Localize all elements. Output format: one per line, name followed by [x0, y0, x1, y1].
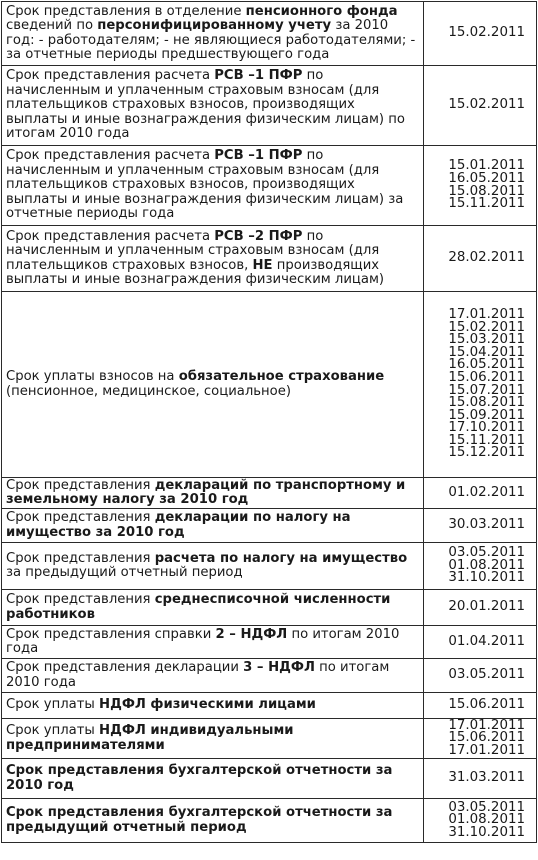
- deadline-dates: [424, 799, 537, 843]
- deadline-date: 03.05.2011: [448, 667, 525, 683]
- deadline-date: 15.04.2011: [448, 344, 525, 360]
- deadline-dates: [424, 509, 537, 543]
- deadline-dates: [424, 66, 537, 146]
- deadline-dates: [424, 590, 537, 626]
- table-row: [2, 146, 537, 226]
- text: Срок уплаты: [6, 723, 100, 738]
- table-row: [2, 66, 537, 146]
- deadline-description: [2, 2, 424, 66]
- table-row: [2, 509, 537, 543]
- bold-text: расчета по налогу на имущество: [154, 550, 408, 566]
- deadline-date: 31.10.2011: [448, 570, 525, 586]
- table-row: [2, 478, 537, 509]
- deadline-date: 15.02.2011: [448, 25, 525, 41]
- table-row: [2, 659, 537, 693]
- bold-text: обязательное страхование: [178, 369, 385, 384]
- deadline-dates: [424, 2, 537, 66]
- bold-text: 3 – НДФЛ: [243, 660, 315, 675]
- bold-text: персонифицированному учету: [97, 18, 332, 33]
- table-row: [2, 759, 537, 799]
- deadline-dates: [424, 626, 537, 659]
- text: по начисленным и уплаченным страховым взносам (для плательщиков страховых взносов, производящих выплаты и иные вознаграждения физическим лицам) за отчетные периоды года: [6, 148, 404, 222]
- deadline-dates: [424, 146, 537, 226]
- deadline-date: 01.04.2011: [448, 633, 525, 649]
- deadline-date: 17.01.2011: [448, 742, 525, 758]
- bold-text: РСВ –1 ПФР: [214, 148, 303, 164]
- deadlines-table-body: [2, 2, 537, 843]
- deadline-date: 17.10.2011: [448, 420, 525, 436]
- deadline-dates: [424, 759, 537, 799]
- table-row: [2, 543, 537, 590]
- deadline-date: 15.06.2011: [448, 369, 525, 385]
- bold-text: НДФЛ физическими лицами: [99, 697, 316, 713]
- deadline-dates: [424, 693, 537, 719]
- deadline-description: [2, 146, 424, 226]
- deadline-date: 15.07.2011: [448, 382, 525, 398]
- text: Срок представления справки: [6, 626, 216, 642]
- deadline-description: [2, 799, 424, 843]
- bold-text: декларации по налогу на имущество за 2010 год: [6, 510, 351, 540]
- bold-text: РСВ –1 ПФР: [214, 68, 303, 84]
- deadline-date: 15.02.2011: [448, 97, 525, 113]
- deadline-description: [2, 659, 424, 693]
- text: (пенсионное, медицинское, социальное): [6, 383, 291, 399]
- bold-text: РСВ –2 ПФР: [214, 228, 303, 244]
- deadline-date: 01.02.2011: [448, 484, 525, 500]
- deadline-description: [2, 66, 424, 146]
- deadline-date: 15.11.2011: [448, 432, 525, 448]
- deadline-description: [2, 478, 424, 509]
- deadline-date: 28.02.2011: [448, 250, 525, 266]
- deadline-date: 15.12.2011: [448, 445, 525, 461]
- deadline-dates: [424, 719, 537, 759]
- deadline-description: [2, 693, 424, 719]
- deadline-date: 03.05.2011: [448, 799, 525, 815]
- bold-text: НЕ: [252, 257, 273, 273]
- text: по итогам 2010 года: [6, 626, 400, 656]
- deadline-date: 17.01.2011: [448, 306, 525, 322]
- text: Срок представления в отделение: [6, 3, 246, 19]
- deadlines-table: [1, 1, 537, 843]
- deadline-date: 15.02.2011: [448, 319, 525, 335]
- deadline-description: [2, 226, 424, 292]
- deadline-date: 20.01.2011: [448, 599, 525, 615]
- deadline-description: [2, 292, 424, 478]
- text: за предыдущий отчетный период: [6, 565, 243, 580]
- text: Срок представления: [6, 592, 155, 607]
- bold-text: пенсионного фонда: [245, 3, 398, 19]
- text: Срок представления: [6, 477, 155, 493]
- deadline-date: 31.03.2011: [448, 770, 525, 786]
- deadline-date: 31.10.2011: [448, 824, 525, 840]
- deadline-date: 01.08.2011: [448, 557, 525, 573]
- text: Срок уплаты взносов на: [6, 369, 179, 384]
- deadline-dates: [424, 478, 537, 509]
- text: за 2010 год: - работодателям; - не являющиеся работодателями; - за отчетные периоды предшествующего года: [6, 18, 416, 62]
- deadline-date: 15.11.2011: [448, 196, 525, 212]
- deadline-date: 16.05.2011: [448, 357, 525, 373]
- table-row: [2, 590, 537, 626]
- text: Срок представления декларации: [6, 660, 244, 675]
- deadline-date: 17.01.2011: [448, 718, 525, 733]
- deadline-date: 15.09.2011: [448, 407, 525, 423]
- deadline-description: [2, 719, 424, 759]
- text: Срок представления: [6, 510, 155, 525]
- deadline-date: 03.05.2011: [448, 545, 525, 561]
- bold-text: среднесписочной численности работников: [6, 592, 391, 622]
- deadline-date: 15.06.2011: [448, 730, 525, 746]
- table-row: [2, 693, 537, 719]
- deadline-date: 15.01.2011: [448, 158, 525, 174]
- text: по начисленным и уплаченным страховым взносам (для плательщиков страховых взносов,: [6, 228, 380, 273]
- deadline-description: [2, 543, 424, 590]
- text: по начисленным и уплаченным страховым взносам (для плательщиков страховых взносов, производящих выплаты и иные вознаграждения физическим лицам) по итогам 2010 года: [6, 68, 405, 142]
- text: Срок представления: [6, 550, 155, 566]
- deadline-date: 01.08.2011: [448, 812, 525, 828]
- deadline-date: 15.08.2011: [448, 183, 525, 199]
- text: сведений по: [6, 18, 98, 33]
- deadline-date: 16.05.2011: [448, 170, 525, 186]
- deadline-dates: [424, 226, 537, 292]
- deadline-description: [2, 626, 424, 659]
- text: Срок представления расчета: [6, 148, 215, 164]
- bold-text: Срок представления бухгалтерской отчетности за предыдущий отчетный период: [6, 805, 393, 835]
- text: Срок уплаты: [6, 697, 100, 713]
- bold-text: НДФЛ индивидуальными предпринимателями: [6, 723, 294, 753]
- deadline-dates: [424, 659, 537, 693]
- bold-text: Срок представления бухгалтерской отчетности за 2010 год: [6, 763, 393, 793]
- table-row: [2, 292, 537, 478]
- bold-text: 2 – НДФЛ: [215, 626, 288, 642]
- deadline-dates: [424, 543, 537, 590]
- text: по итогам 2010 года: [6, 660, 390, 690]
- table-row: [2, 626, 537, 659]
- deadline-date: 15.06.2011: [448, 697, 525, 713]
- table-row: [2, 226, 537, 292]
- table-row: [2, 719, 537, 759]
- deadline-description: [2, 759, 424, 799]
- deadline-date: 30.03.2011: [448, 517, 525, 533]
- text: Срок представления расчета: [6, 68, 215, 84]
- deadline-description: [2, 590, 424, 626]
- deadline-dates: [424, 292, 537, 478]
- bold-text: деклараций по транспортному и земельному налогу за 2010 год: [6, 477, 406, 507]
- deadline-date: 15.03.2011: [448, 332, 525, 348]
- text: производящих выплаты и иные вознаграждения физическим лицам): [6, 257, 385, 287]
- table-row: [2, 2, 537, 66]
- table-row: [2, 799, 537, 843]
- text: Срок представления расчета: [6, 228, 215, 244]
- deadline-date: 15.08.2011: [448, 395, 525, 411]
- deadline-description: [2, 509, 424, 543]
